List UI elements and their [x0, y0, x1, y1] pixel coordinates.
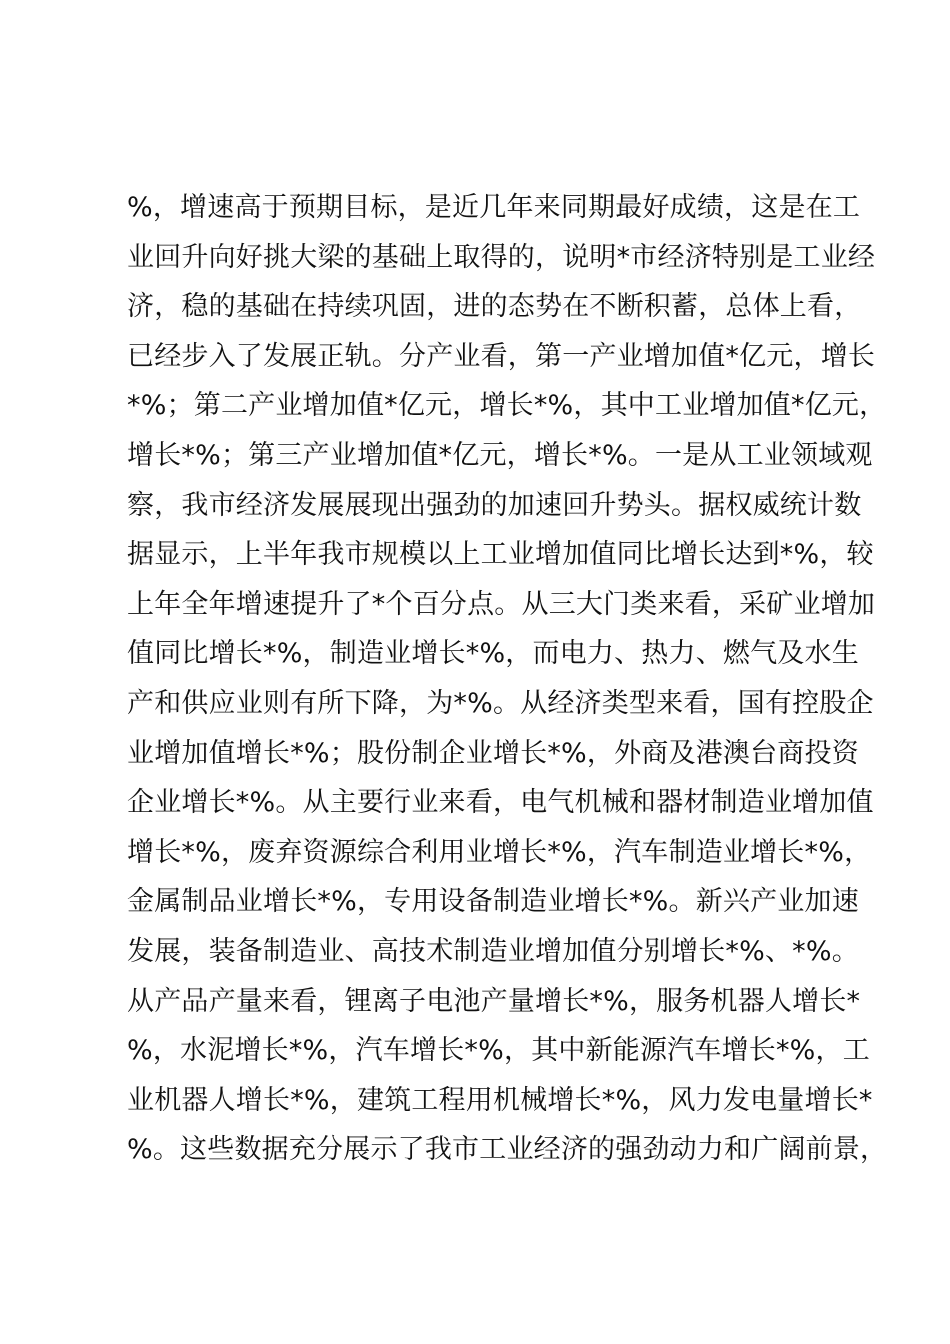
text-line: %。这些数据充分展示了我市工业经济的强劲动力和广阔前景，	[127, 1134, 888, 1166]
text-line: 业增加值增长*%；股份制企业增长*%，外商及港澳台商投资	[127, 737, 859, 769]
text-line: 业机器人增长*%，建筑工程用机械增长*%，风力发电量增长*	[127, 1084, 873, 1116]
text-line: *%；第二产业增加值*亿元，增长*%，其中工业增加值*亿元，	[127, 390, 887, 422]
text-line: %，水泥增长*%，汽车增长*%，其中新能源汽车增长*%，工	[127, 1035, 870, 1067]
body-paragraph	[127, 183, 888, 1175]
text-line: 上年全年增速提升了*个百分点。从三大门类来看，采矿业增加	[127, 588, 876, 620]
text-line: 济，稳的基础在持续巩固，进的态势在不断积蓄，总体上看，	[127, 291, 862, 323]
text-line: 据显示，上半年我市规模以上工业增加值同比增长达到*%，较	[127, 539, 874, 571]
text-line: 发展，装备制造业、高技术制造业增加值分别增长*%、*%。	[127, 935, 859, 967]
text-line: 察，我市经济发展展现出强劲的加速回升势头。据权威统计数	[127, 489, 862, 521]
text-line: 产和供应业则有所下降，为*%。从经济类型来看，国有控股企	[127, 687, 874, 719]
text-line: 增长*%；第三产业增加值*亿元，增长*%。一是从工业领域观	[127, 439, 873, 471]
text-line: %，增速高于预期目标，是近几年来同期最好成绩，这是在工	[127, 192, 861, 223]
text-line: 增长*%，废弃资源综合利用业增长*%，汽车制造业增长*%，	[127, 836, 872, 868]
text-line: 金属制品业增长*%，专用设备制造业增长*%。新兴产业加速	[127, 886, 859, 918]
text-line: 值同比增长*%，制造业增长*%，而电力、热力、燃气及水生	[127, 638, 859, 670]
text-line: 企业增长*%。从主要行业来看，电气机械和器材制造业增加值	[127, 787, 874, 819]
text-line: 已经步入了发展正轨。分产业看，第一产业增加值*亿元，增长	[127, 340, 876, 372]
text-line: 业回升向好挑大梁的基础上取得的，说明*市经济特别是工业经	[127, 241, 876, 273]
text-line: 从产品产量来看，锂离子电池产量增长*%，服务机器人增长*	[127, 985, 861, 1017]
